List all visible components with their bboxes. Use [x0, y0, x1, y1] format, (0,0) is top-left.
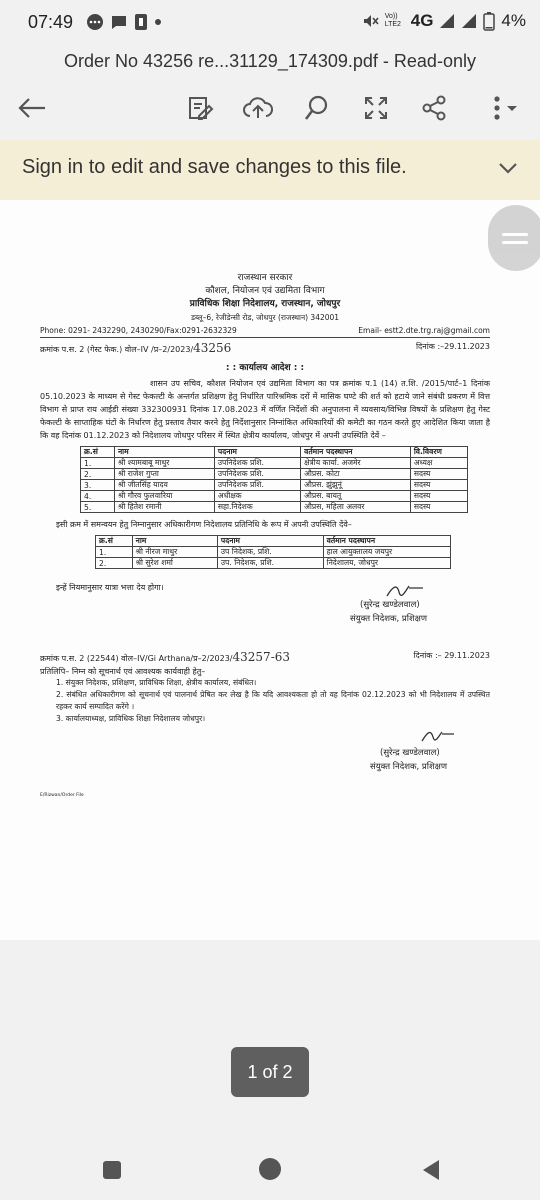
edit-document-icon: [186, 94, 214, 122]
table-cell: श्री राजेश गुप्ता: [114, 469, 214, 480]
table-cell: औप्रस. कोटा: [301, 469, 411, 480]
directorate-name: प्राविधिक शिक्षा निदेशालय, राजस्थान, जोधपुर: [189, 299, 341, 309]
copy-date: दिनांक :– 29.11.2023: [413, 651, 490, 660]
search-button[interactable]: [297, 88, 337, 128]
copy-heading: प्रतिलिपि– निम्न को सूचनार्थ एवं आवश्यक कार्यवाही हेतु–: [40, 667, 206, 676]
share-icon: [420, 94, 448, 122]
chat-icon: [110, 13, 128, 31]
table-header-cell: क्र.सं: [96, 536, 133, 547]
list-item: 2. संबंधित अधिकारीगण को सूचनार्थ एवं पालनार्थ प्रेषित कर लेख है कि यदि आवश्यकता हो तो वह दिनांक 02.12.2023 को भी निदेशालय में उपस्थित रहकर कार्य सम्पादित करेंगे ।: [56, 690, 490, 711]
phone: Phone: 0291- 2432290, 2430290/Fax:0291-2632329: [40, 326, 237, 335]
coordination-paragraph: इसी क्रम में समन्वयन हेतु निम्नानुसार अधिकारीगण निदेशालय प्रतिनिधि के रूप में अपनी उपस्थिति देंवे–: [56, 520, 352, 529]
ref-handwritten: 43256: [193, 341, 232, 355]
address: डब्लू–6, रेजीडेन्सी रोड, जोधपुर (राजस्थान) 342001: [190, 313, 340, 322]
back-arrow-icon: [17, 96, 47, 120]
sign-in-banner[interactable]: [0, 140, 540, 200]
table-header-cell: क्र.सं: [81, 447, 115, 458]
table-row: [81, 458, 468, 469]
order-paragraph: शासन उप सचिव, कौशल नियोजन एवं उद्यमिता विभाग का पत्र क्रमांक प.1 (14) त.शि. /2015/पार्ट–1 दिनांक 05.10.2023 के माध्यम से गेस्ट फेकल्टी के अन्तर्गत प्रशिक्षण हेतु निर्धारित पारिश्रमिक दरों में मासिक घण्टे की शर्त को हटाये जाने संबंधी प्रकरण में वित्त विभाग से प्राप्त राय आईडी संख्या 332300931 दिनांक 17.08.2023 में वर्णित निर्देशों की अनुपालना में व्यवसाय/विभिन्न विषयों के प्रशिक्षण हेतु गेस्ट फेकल्टी के साप्ताहिक घंटों के निर्धारण हेतु प्रस्ताव तैयार करने हेतु निर्देशानुसार निम्नांकित अधिकारियों की कमेटी का गठन करते हुए आदेशित किया जाता है कि वह दिनांक 01.12.2023 को निदेशालय जोधपुर परिसर में स्थित क्षेत्रीय कार्यालय, जोधपुर में अपनी उपस्थिति देवें –: [40, 379, 490, 440]
table-cell: सदस्य: [410, 502, 467, 513]
table-cell: क्षेत्रीय कार्या. अजमेर: [301, 458, 411, 469]
battery-level: 4%: [501, 11, 526, 30]
table-row: [81, 491, 468, 502]
back-triangle-icon[interactable]: [420, 1158, 442, 1182]
table-header: [96, 536, 451, 547]
table-cell: औप्रस. बायतू: [301, 491, 411, 502]
pdf-page: [0, 200, 540, 940]
copy-list: [40, 677, 490, 725]
table-row: [96, 547, 451, 558]
signature-mark-icon: [385, 580, 425, 600]
table-cell: श्री श्यामबाबू माथुर: [114, 458, 214, 469]
signal2-icon: [461, 12, 477, 30]
dept-name: कौशल, नियोजन एवं उद्यमिता विभाग: [205, 286, 325, 296]
order-document: [40, 200, 490, 798]
signatory-name-2: (सुरेन्द्र खण्डेलवाल): [380, 748, 440, 758]
table-cell: अधीक्षक: [214, 491, 300, 502]
signatory-name: (सुरेन्द्र खण्डेलवाल): [360, 600, 420, 610]
table-header-cell: वर्तमान पदस्थापन: [323, 536, 450, 547]
search-icon: [303, 94, 331, 122]
copy-ref-number: क्रमांक प.स. 2 (22544) वोल–IV/Gi Arthana/प्र–2/2023/: [40, 654, 233, 663]
table-header-cell: नाम: [114, 447, 214, 458]
table-cell: 5.: [81, 502, 115, 513]
table-cell: श्री हितेश रमानी: [114, 502, 214, 513]
network-label: 4G: [410, 11, 434, 30]
contact-row: [40, 326, 490, 335]
table-header-cell: वि.विवरण: [410, 447, 467, 458]
chevron-down-icon[interactable]: [496, 156, 520, 180]
table-cell: 1.: [96, 547, 133, 558]
email: Email- estt2.dte.trg.raj@gmail.com: [358, 326, 490, 335]
table-cell: श्री गौरव फुलवारिया: [114, 491, 214, 502]
file-path: E/Rizwan/Order File: [40, 793, 84, 798]
table-cell: उपनिदेशक प्रशि.: [214, 458, 300, 469]
table-row: [81, 502, 468, 513]
table-cell: श्री सुरेश शर्मा: [132, 558, 217, 569]
table-header-cell: पदनाम: [217, 536, 323, 547]
more-options-button[interactable]: [478, 88, 528, 128]
toolbar: [0, 80, 540, 136]
ref-number: क्रमांक प.स. 2 (गेस्ट फेक.) वोल–IV /प्र–2/2023/: [40, 345, 194, 354]
table-cell: अध्यक्ष: [410, 458, 467, 469]
table-cell: श्री नीरज माथुर: [132, 547, 217, 558]
table-cell: हाल आयुक्तालय जयपुर: [323, 547, 450, 558]
document-title: Order No 43256 re...31129_174309.pdf - Read-only: [64, 51, 476, 71]
table-cell: सहा.निदेशक: [214, 502, 300, 513]
table-cell: सदस्य: [410, 491, 467, 502]
table-cell: 1.: [81, 458, 115, 469]
notification-icons: [86, 13, 162, 31]
header-divider: [40, 337, 490, 338]
signature-block: [40, 594, 490, 638]
order-date: दिनांक :–29.11.2023: [415, 342, 490, 351]
lte-label: Vo)) LTE2: [384, 13, 401, 28]
copy-ref-handwritten: 43257-63: [232, 650, 291, 664]
travel-allowance-note: इन्हें नियमानुसार यात्रा भत्ता देय होगा।: [56, 583, 164, 592]
table-cell: उपनिदेशक प्रशि.: [214, 480, 300, 491]
status-time: 07:49: [28, 12, 74, 32]
table-cell: 2.: [96, 558, 133, 569]
table-cell: सदस्य: [410, 469, 467, 480]
table-cell: सदस्य: [410, 480, 467, 491]
table-cell: उप निदेशक, प्रशि.: [217, 547, 323, 558]
edit-button[interactable]: [180, 88, 220, 128]
table-row: [96, 558, 451, 569]
battery-icon: [483, 11, 495, 31]
ref-row: [40, 341, 490, 355]
list-item: 1. संयुक्त निदेशक, प्रशिक्षण, प्राविधिक शिक्षा, क्षेत्रीय कार्यालय, संबंधित।: [56, 678, 257, 687]
table-cell: औप्रस, महिला अलवर: [301, 502, 411, 513]
table-cell: उप. निदेशक, प्रशि.: [217, 558, 323, 569]
signatory-title-2: संयुक्त निदेशक, प्रशिक्षण: [370, 762, 447, 772]
mute-icon: [361, 12, 379, 30]
system-icons: [361, 11, 526, 31]
list-item: 3. कार्यालयाध्यक्ष, प्राविधिक शिक्षा निदेशालय जोधपुर।: [56, 714, 206, 723]
table-cell: औप्रस. झुंझुनूं: [301, 480, 411, 491]
scroll-handle[interactable]: [488, 205, 540, 271]
recent-apps-icon[interactable]: [100, 1158, 124, 1182]
table-cell: 2.: [81, 469, 115, 480]
message-icon: [86, 13, 104, 31]
representative-table: [95, 535, 451, 569]
status-bar: [0, 0, 540, 44]
signal-icon: [439, 12, 455, 30]
order-title: : : कार्यालय आदेश : :: [225, 363, 305, 373]
table-header-cell: पदनाम: [214, 447, 300, 458]
home-icon[interactable]: [257, 1156, 283, 1182]
table-header-cell: नाम: [132, 536, 217, 547]
more-vertical-icon: [483, 94, 523, 122]
table-header: [81, 447, 468, 458]
table-cell: उपनिदेशक प्रशि.: [214, 469, 300, 480]
signatory-title: संयुक्त निदेशक, प्रशिक्षण: [350, 614, 427, 624]
table-cell: श्री जीतसिंह यादव: [114, 480, 214, 491]
upload-button[interactable]: [238, 88, 278, 128]
table-header-cell: वर्तमान पदस्थापन: [301, 447, 411, 458]
banner-text: Sign in to edit and save changes to this file.: [22, 156, 407, 178]
navigation-bar: [0, 1138, 540, 1200]
cloud-upload-icon: [242, 94, 274, 122]
dot-icon: [154, 13, 162, 31]
table-row: [81, 480, 468, 491]
page-indicator: 1 of 2: [231, 1047, 309, 1097]
signature-block-2: [40, 725, 490, 775]
table-cell: निदेशालय, जोधपुर: [323, 558, 450, 569]
sim-icon: [134, 13, 148, 31]
copy-ref-row: [40, 650, 490, 664]
fullscreen-button[interactable]: [356, 88, 396, 128]
back-button[interactable]: [12, 88, 52, 128]
committee-table: [80, 446, 468, 513]
expand-icon: [362, 94, 390, 122]
gov-name: राजस्थान सरकार: [237, 273, 293, 283]
table-row: [81, 469, 468, 480]
share-button[interactable]: [414, 88, 454, 128]
table-cell: 4.: [81, 491, 115, 502]
table-cell: 3.: [81, 480, 115, 491]
letterhead: [40, 272, 490, 324]
signature-mark-icon: [420, 727, 456, 745]
